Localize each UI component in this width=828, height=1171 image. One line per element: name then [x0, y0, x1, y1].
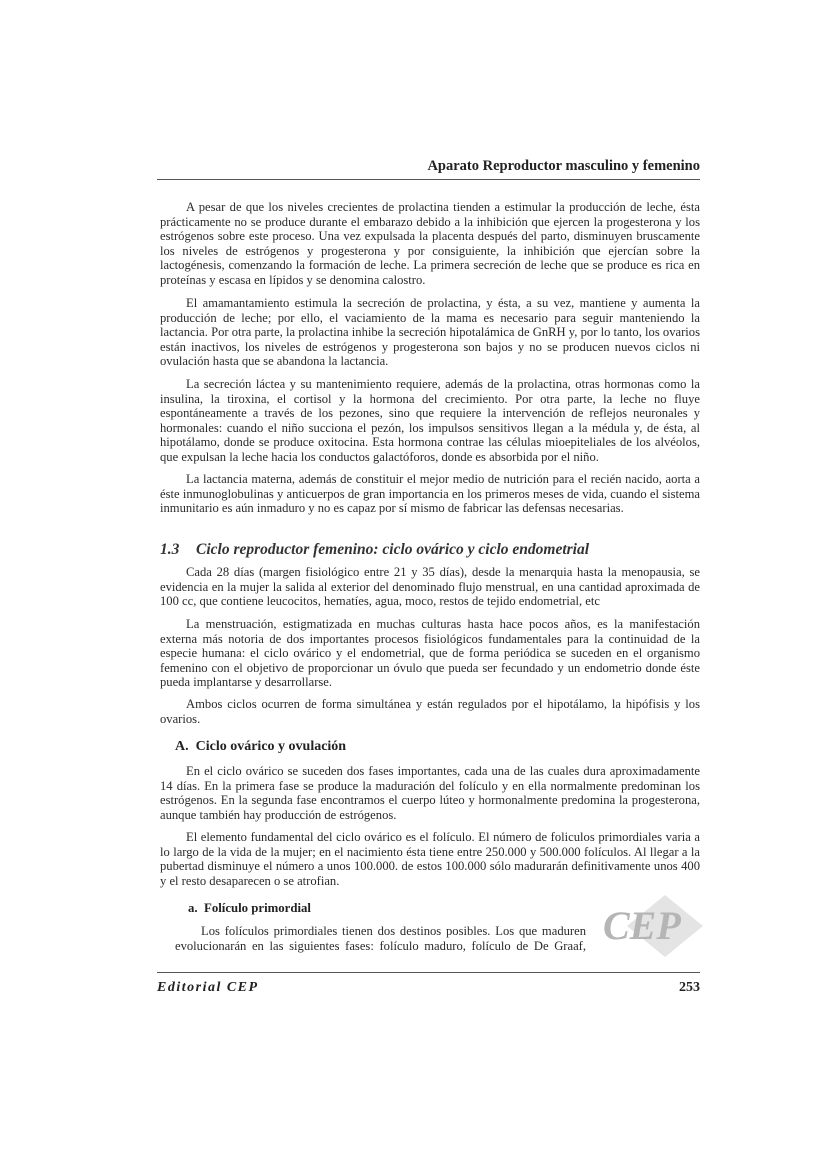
header-rule	[157, 179, 700, 180]
subsection-heading: A. Ciclo ovárico y ovulación	[175, 739, 347, 754]
section-heading	[160, 541, 589, 559]
paragraph: En el ciclo ovárico se suceden dos fases importantes, cada una de las cuales dura aproximadamente 14 días. En la primera fase se produce la maduración del folículo y en ella normalmente predominan los estrógenos. En la segunda fase encontramos el cuerpo lúteo y hormonalmente predomina la progesterona, aunque también hay producción de estrógenos.	[160, 764, 700, 822]
paragraph: La menstruación, estigmatizada en muchas culturas hasta hace pocos años, es la manifestación externa más notoria de dos importantes procesos fisiológicos fundamentales para la continuidad de la especie humana: el ciclo ovárico y el endometrial, que de forma periódica se suceden en el organismo femenino con el objetivo de proporcionar un óvulo que pueda ser fecundado y un endometrio donde éste pueda implantarse y desarrollarse.	[160, 617, 700, 690]
paragraph: La secreción láctea y su mantenimiento requiere, además de la prolactina, otras hormonas como la insulina, la tiroxina, el cortisol y la hormona del crecimiento. Por otra parte, la leche no fluye espontáneamente a través de los pezones, sino que requiere la intervención de reflejos neuronales y hormonales: cuando el niño succiona el pezón, los impulsos sensitivos llegan a la médula y, de ésta, al hipotálamo, donde se produce oxitocina. Esta hormona contrae las células mioepiteliales de los alvéolos, que expulsan la leche hacia los conductos galactóforos, donde es absorbida por el niño.	[160, 377, 700, 464]
paragraph: El amamantamiento estimula la secreción de prolactina, y ésta, a su vez, mantiene y aumenta la producción de leche; por ello, el vaciamiento de la mama es necesario para seguir manteniendo la lactancia. Por otra parte, la prolactina inhibe la secreción hipotalámica de GnRH y, por lo tanto, los ovarios están inactivos, los niveles de estrógenos y progesterona son bajos y no se producen nuevos ciclos ni ovulación hasta que se abandona la lactancia.	[160, 296, 700, 369]
section-number: 1.3	[160, 541, 180, 558]
section-title: Ciclo reproductor femenino: ciclo ovárico y ciclo endometrial	[196, 541, 590, 558]
paragraph: Ambos ciclos ocurren de forma simultánea y están regulados por el hipotálamo, la hipófisis y los ovarios.	[160, 697, 700, 726]
footer-publisher: Editorial CEP	[157, 980, 259, 995]
page-number: 253	[679, 980, 700, 995]
footer-rule	[157, 972, 700, 973]
paragraph: Los folículos primordiales tienen dos destinos posibles. Los que maduren evolucionarán en las siguientes fases: folículo maduro, folículo de De Graaf,	[175, 924, 586, 953]
cep-logo	[595, 893, 705, 959]
paragraph: La lactancia materna, además de constituir el mejor medio de nutrición para el recién nacido, aorta a éste inmunoglobulinas y anticuerpos de gran importancia en los primeros meses de vida, cuando el sistema inmunitario es aún inmaduro y no es capaz por sí mismo de fabricar las defensas necesarias.	[160, 472, 700, 516]
paragraph: El elemento fundamental del ciclo ovárico es el folículo. El número de foliculos primordiales varia a lo largo de la vida de la mujer; en el nacimiento ésta tiene entre 250.000 y 500.000 folículos. Al llegar a la pubertad disminuye el número a unos 100.000. de estos 100.000 sólo madurarán definitivamente unos 400 y el resto desaparecen o se atrofian.	[160, 830, 700, 888]
running-header: Aparato Reproductor masculino y femenino	[427, 158, 700, 174]
svg-text:CEP: CEP	[603, 903, 681, 948]
paragraph: A pesar de que los niveles crecientes de prolactina tienden a estimular la producción de leche, ésta prácticamente no se produce durante el embarazo debido a la inhibición que ejercen la progesterona y los estrógenos sobre este proceso. Una vez expulsada la placenta después del parto, disminuyen bruscamente los niveles de estrógenos y progesterona y por consiguiente, la inhibición que ejercían sobre la lactogénesis, comenzando la formación de leche. La primera secreción de leche que se produce es rica en proteínas y escasa en lípidos y se denomina calostro.	[160, 200, 700, 287]
subsubsection-heading: a. Folículo primordial	[188, 901, 311, 915]
paragraph: Cada 28 días (margen fisiológico entre 21 y 35 días), desde la menarquia hasta la menopausia, se evidencia en la mujer la salida al exterior del denominado flujo menstrual, en una cantidad aproximada de 100 cc, que contiene leucocitos, hematíes, agua, moco, restos de tejido endometrial, etc	[160, 565, 700, 609]
